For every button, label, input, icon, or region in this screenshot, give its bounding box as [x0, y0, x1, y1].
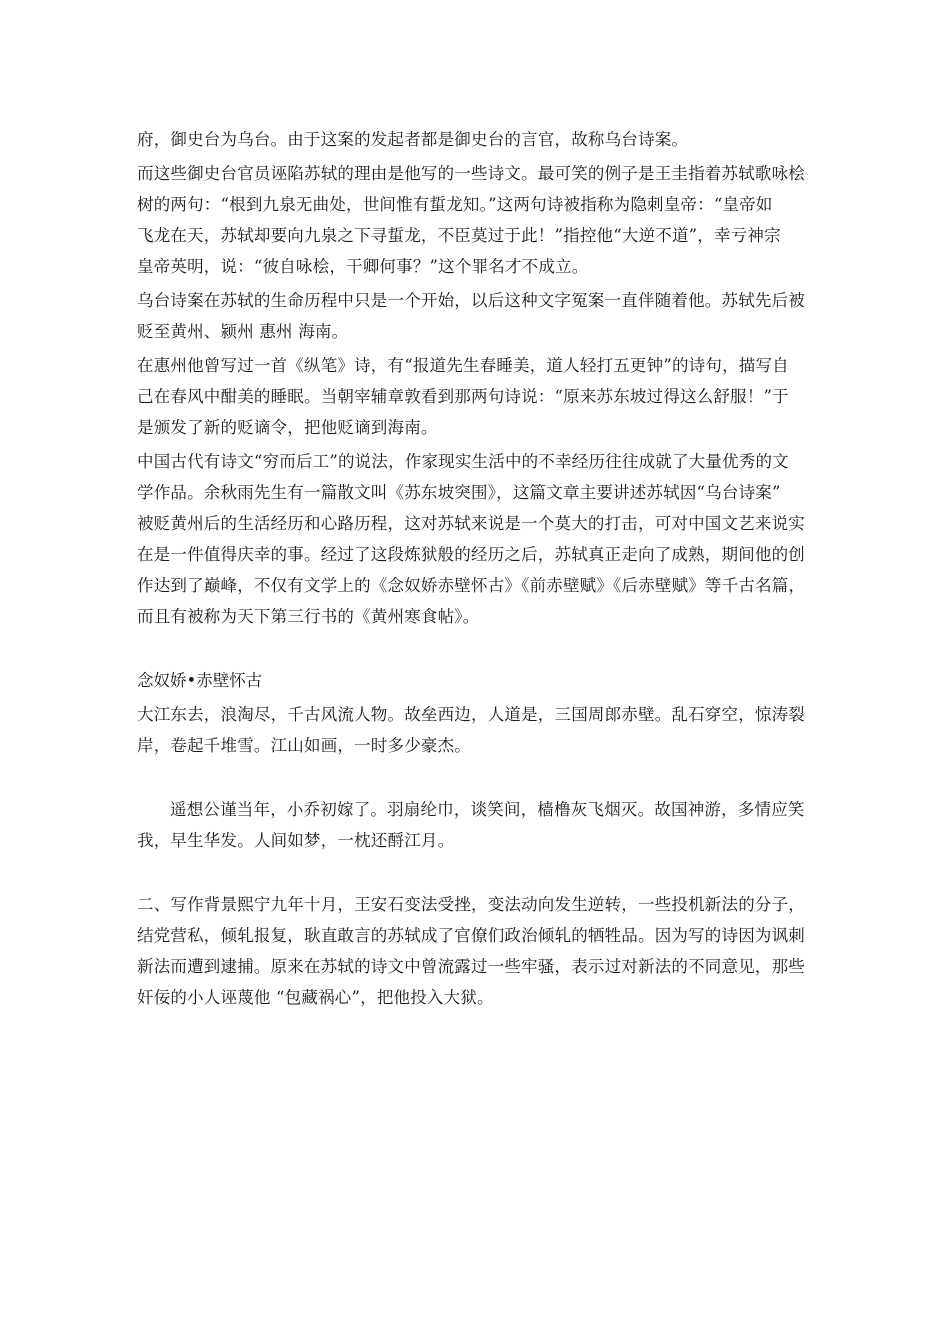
text-line: 在惠州他曾写过一首《纵笔》诗，有“报道先生春睡美，道人轻打五更钟”的诗句，描写自 — [137, 356, 789, 375]
text-line: 在是一件值得庆幸的事。经过了这段炼狱般的经历之后，苏轼真正走向了成熟，期间他的创 — [137, 545, 805, 564]
poem-title: 念奴娇•赤壁怀古 — [137, 671, 263, 690]
text-line: 学作品。余秋雨先生有一篇散文叫《苏东坡突围》，这篇文章主要讲述苏轼因“乌台诗案” — [137, 483, 781, 502]
text-line: 皇帝英明，说：“彼自咏桧，干卿何事？”这个罪名才不成立。 — [137, 257, 589, 276]
text-line: 结党营私，倾轧报复，耿直敢言的苏轼成了官僚们政治倾轧的牺牲品。因为写的诗因为讽刺 — [137, 926, 805, 945]
text-line: 而且有被称为天下第三行书的《黄州寒食帖》。 — [137, 607, 480, 626]
text-line: 飞龙在天，苏轼却要向九泉之下寻蜇龙，不臣莫过于此！”指控他“大逆不道”，幸亏神宗 — [137, 226, 781, 245]
paragraph-wutai-name — [137, 124, 827, 155]
text-line: 被贬黄州后的生活经历和心路历程，这对苏轼来说是一个莫大的打击，可对中国文艺来说实 — [137, 514, 805, 533]
text-line: 而这些御史台官员诬陷苏轼的理由是他写的一些诗文。最可笑的例子是王圭指着苏轼歌咏桧 — [137, 164, 805, 183]
text-line: 树的两句：“根到九泉无曲处，世间惟有蜇龙知。”这两句诗被指称为隐刺皇帝：“皇帝如 — [137, 195, 773, 214]
text-line: 作达到了巅峰，不仅有文学上的《念奴娇赤壁怀古》《前赤壁赋》《后赤壁赋》等千古名篇， — [137, 576, 806, 595]
paragraph-huizhou — [137, 350, 827, 443]
text-line: 二、写作背景熙宁九年十月，王安石变法受挫，变法动向发生逆转，一些投机新法的分子， — [137, 895, 805, 914]
section-writing-background — [137, 889, 827, 1013]
poem-stanza-2 — [137, 794, 827, 856]
text-line: 遥想公谨当年，小乔初嫁了。羽扇纶巾，谈笑间，樯橹灰飞烟灭。故国神游，多情应笑 — [170, 800, 805, 819]
text-line: 我，早生华发。人间如梦，一枕还酹江月。 — [137, 831, 455, 850]
text-line: 乌台诗案在苏轼的生命历程中只是一个开始，以后这种文字冤案一直伴随着他。苏轼先后被 — [137, 291, 805, 310]
text-line: 是颁发了新的贬谪令，把他贬谪到海南。 — [137, 418, 438, 437]
poem-stanza-1 — [137, 699, 827, 761]
text-line: 府，御史台为乌台。由于这案的发起者都是御史台的言官，故称乌台诗案。 — [137, 130, 689, 149]
paragraph-accusation — [137, 158, 827, 282]
text-line: 己在春风中酣美的睡眠。当朝宰辅章敦看到那两句诗说：“原来苏东坡过得这么舒服！”于 — [137, 387, 789, 406]
paragraph-qiong-er-hou-gong — [137, 446, 827, 632]
paragraph-exile — [137, 285, 827, 347]
text-line: 中国古代有诗文“穷而后工”的说法，作家现实生活中的不幸经历往往成就了大量优秀的文 — [137, 452, 789, 471]
text-line: 奸佞的小人诬蔑他 “包藏祸心”，把他投入大狱。 — [137, 988, 494, 1007]
text-line: 岸，卷起千堆雪。江山如画，一时多少豪杰。 — [137, 736, 471, 755]
text-line: 贬至黄州、颍州 惠州 海南。 — [137, 322, 349, 341]
text-line: 大江东去，浪淘尽，千古风流人物。故垒西边，人道是，三国周郎赤壁。乱石穿空，惊涛裂 — [137, 705, 805, 724]
text-line: 新法而遭到逮捕。原来在苏轼的诗文中曾流露过一些牢骚，表示过对新法的不同意见，那些 — [137, 957, 805, 976]
document-page — [137, 124, 827, 1013]
